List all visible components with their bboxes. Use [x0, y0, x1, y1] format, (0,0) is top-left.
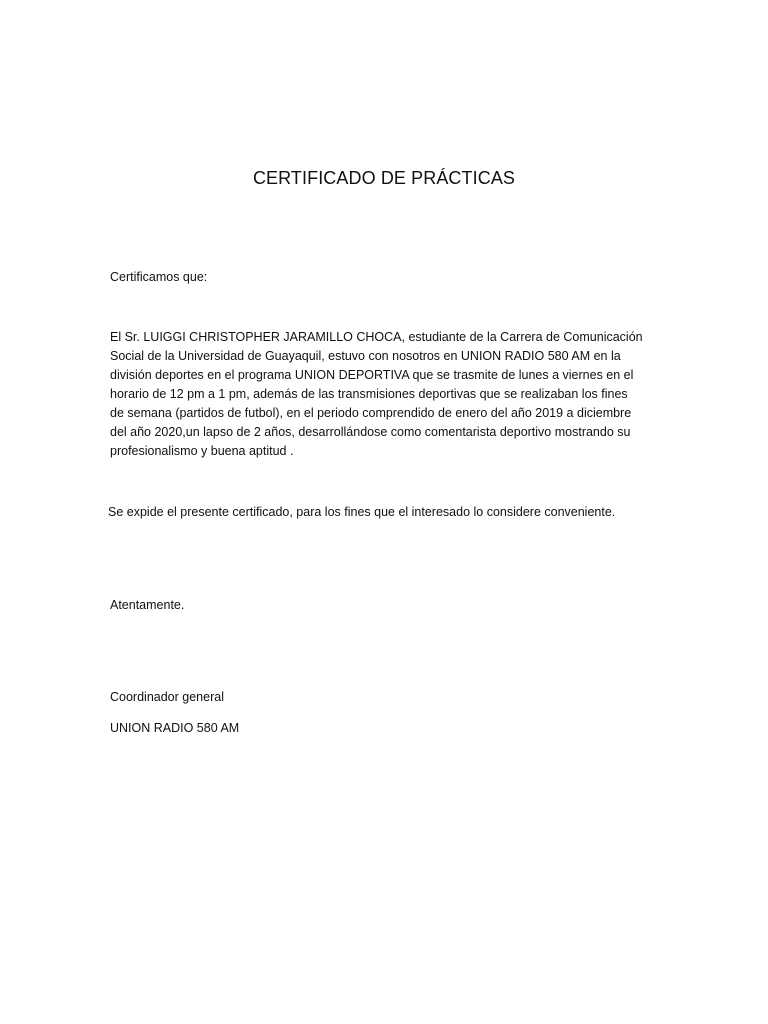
body-line: división deportes en el programa UNION DEPORTIVA que se trasmite de lunes a viernes en el: [110, 368, 634, 382]
signer-organization: UNION RADIO 580 AM: [110, 721, 240, 735]
document-title: CERTIFICADO DE PRÁCTICAS: [252, 168, 516, 188]
body-line: de semana (partidos de futbol), en el periodo comprendido de enero del año 2019 a diciembre: [110, 406, 632, 420]
body-line: del año 2020,un lapso de 2 años, desarrollándose como comentarista deportivo mostrando su: [110, 425, 631, 439]
body-line: El Sr. LUIGGI CHRISTOPHER JARAMILLO CHOCA, estudiante de la Carrera de Comunicación: [110, 330, 643, 344]
greeting-text: Certificamos que:: [110, 270, 208, 284]
body-line: horario de 12 pm a 1 pm, además de las transmisiones deportivas que se realizaban los fines: [110, 387, 628, 401]
body-line: Social de la Universidad de Guayaquil, estuvo con nosotros en UNION RADIO 580 AM en la: [110, 349, 621, 363]
regards-text: Atentamente.: [110, 598, 185, 612]
certificate-body: [110, 328, 662, 461]
closing-statement: Se expide el presente certificado, para los fines que el interesado lo considere conveniente.: [108, 505, 616, 519]
body-line: profesionalismo y buena aptitud .: [110, 444, 294, 458]
signer-role: Coordinador general: [110, 690, 224, 704]
